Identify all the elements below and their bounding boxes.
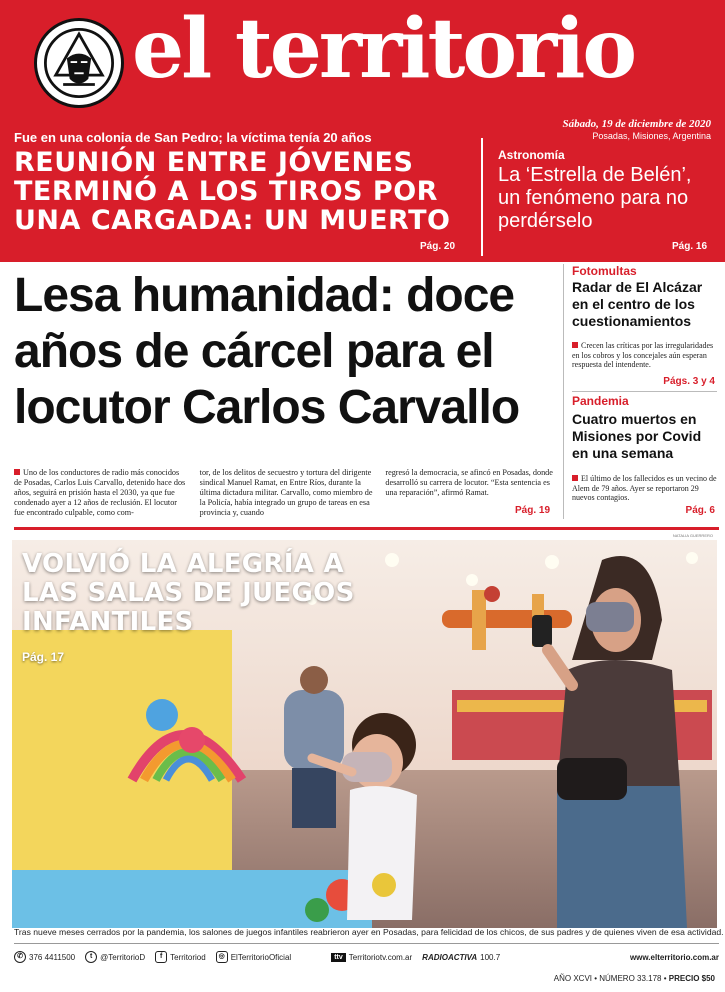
footer-radio[interactable] [422,953,500,962]
astronomy-kicker: Astronomía [498,148,565,162]
footer-rule [14,943,719,944]
sidebar-body-fotomultas [572,341,717,370]
footer-twitter[interactable] [85,951,145,963]
radio-name: RADIOACTIVA [422,952,478,962]
feature-photo[interactable] [12,540,717,928]
main-story-column: tor, de los delitos de secuestro y tortura del dirigente sindical Manuel Ramat, en Entre Ríos, durante la última dictadura militar. Carvallo, como miembro de la Policía, había integrado un grupo de tareas en esa provincia y, cuando [199,468,373,517]
main-story-text: Uno de los conductores de radio más conocidos de Posadas, Carlos Luis Carvallo, detenido hace dos años, seguirá en prisión hasta el 2030, ya que fue condenado ayer a 12 años de reclusión. El locutor fue encontrado culpable, como com- [14,468,186,517]
main-story-body [14,468,559,518]
issue-place: Posadas, Misiones, Argentina [592,131,711,141]
sidebar-divider [572,391,717,392]
photo-page: Pág. 17 [22,650,65,664]
instagram-handle: ElTerritorioOficial [230,952,292,962]
main-story-column: regresó la democracia, se afincó en Posadas, donde desarrolló su carrera de locutor. “Esta sentencia es una reparación”, afirmó Ramat. [385,468,553,497]
sidebar-body-text: El último de los fallecidos es un vecino de Alem de 79 años. Ayer se reportaron 29 nuevos contagios. [572,474,717,502]
sidebar-page-pandemia: Pág. 6 [685,505,715,516]
tv-site: Territoriotv.com.ar [348,952,413,962]
twitter-handle: @TerritorioD [100,952,146,962]
main-headline[interactable]: Lesa humanidad: doce años de cárcel para el locutor Carlos Carvallo [14,269,520,434]
bullet-icon [572,342,578,348]
tv-badge: ttv [331,953,346,962]
issue-number: NÚMERO 33.178 [599,974,662,983]
footer-facebook[interactable] [155,951,206,963]
issue-info: AÑO XCVI • NÚMERO 33.178 • PRECIO $50 [553,974,715,983]
column-divider [563,264,564,519]
photo-caption: Tras nueve meses cerrados por la pandemia, los salones de juegos infantiles reabrieron ayer en Posadas, para felicidad de los chicos, de sus padres y de quienes viven de esa actividad. [14,927,724,937]
brand-title: el territorio [132,1,635,97]
sidebar-body-text: Crecen las críticas por las irregularidades en los cobros y los concejales aún esperan respuesta del intendente. [572,341,714,369]
sidebar-headline-pandemia[interactable]: Cuatro muertos en Misiones por Covid en una semana [572,411,702,461]
main-story-page: Pág. 19 [515,505,551,516]
issue-year: AÑO XCVI [553,974,592,983]
face-emblem-icon [37,21,121,105]
sidebar-body-pandemia [572,474,717,503]
footer-website[interactable]: www.elterritorio.com.ar [629,952,719,962]
instagram-icon: ◎ [216,951,228,963]
masthead-divider [481,138,483,256]
main-story-column [14,468,188,518]
sidebar-headline-fotomultas[interactable]: Radar de El Alcázar en el centro de los cuestionamientos [572,279,703,329]
footer-whatsapp[interactable] [14,951,75,963]
section-rule [14,527,719,530]
radio-frequency: 100.7 [480,952,501,962]
newspaper-logo [34,18,124,108]
photo-credit: NATALIA GUERRERO [672,533,713,538]
astronomy-page: Pág. 16 [672,241,708,252]
masthead [0,0,725,262]
footer-instagram[interactable] [216,951,291,963]
photo-headline[interactable]: VOLVIÓ LA ALEGRÍA A LAS SALAS DE JUEGOS INFANTILES [22,549,355,637]
bullet-icon [572,475,578,481]
top-story-page: Pág. 20 [420,241,456,252]
astronomy-headline[interactable]: La ‘Estrella de Belén’, un fenómeno para no perdérselo [498,164,692,232]
footer-tv[interactable] [331,953,412,962]
whatsapp-number: 376 4411500 [29,952,76,962]
sidebar-page-fotomultas: Págs. 3 y 4 [663,376,715,387]
top-story-kicker: Fue en una colonia de San Pedro; la víctima tenía 20 años [14,130,372,145]
issue-date: Sábado, 19 de diciembre de 2020 [562,118,711,130]
twitter-icon: t [85,951,97,963]
sidebar-kicker-fotomultas: Fotomultas [572,264,637,278]
facebook-handle: Territoriod [170,952,206,962]
top-story-headline[interactable]: REUNIÓN ENTRE JÓVENES TERMINÓ A LOS TIROS POR UNA CARGADA: UN MUERTO [14,147,451,236]
whatsapp-icon: ✆ [14,951,26,963]
footer-bar [14,948,719,966]
bullet-icon [14,469,20,475]
sidebar-kicker-pandemia: Pandemia [572,394,629,408]
facebook-icon: f [155,951,167,963]
issue-price: PRECIO $50 [668,974,715,983]
